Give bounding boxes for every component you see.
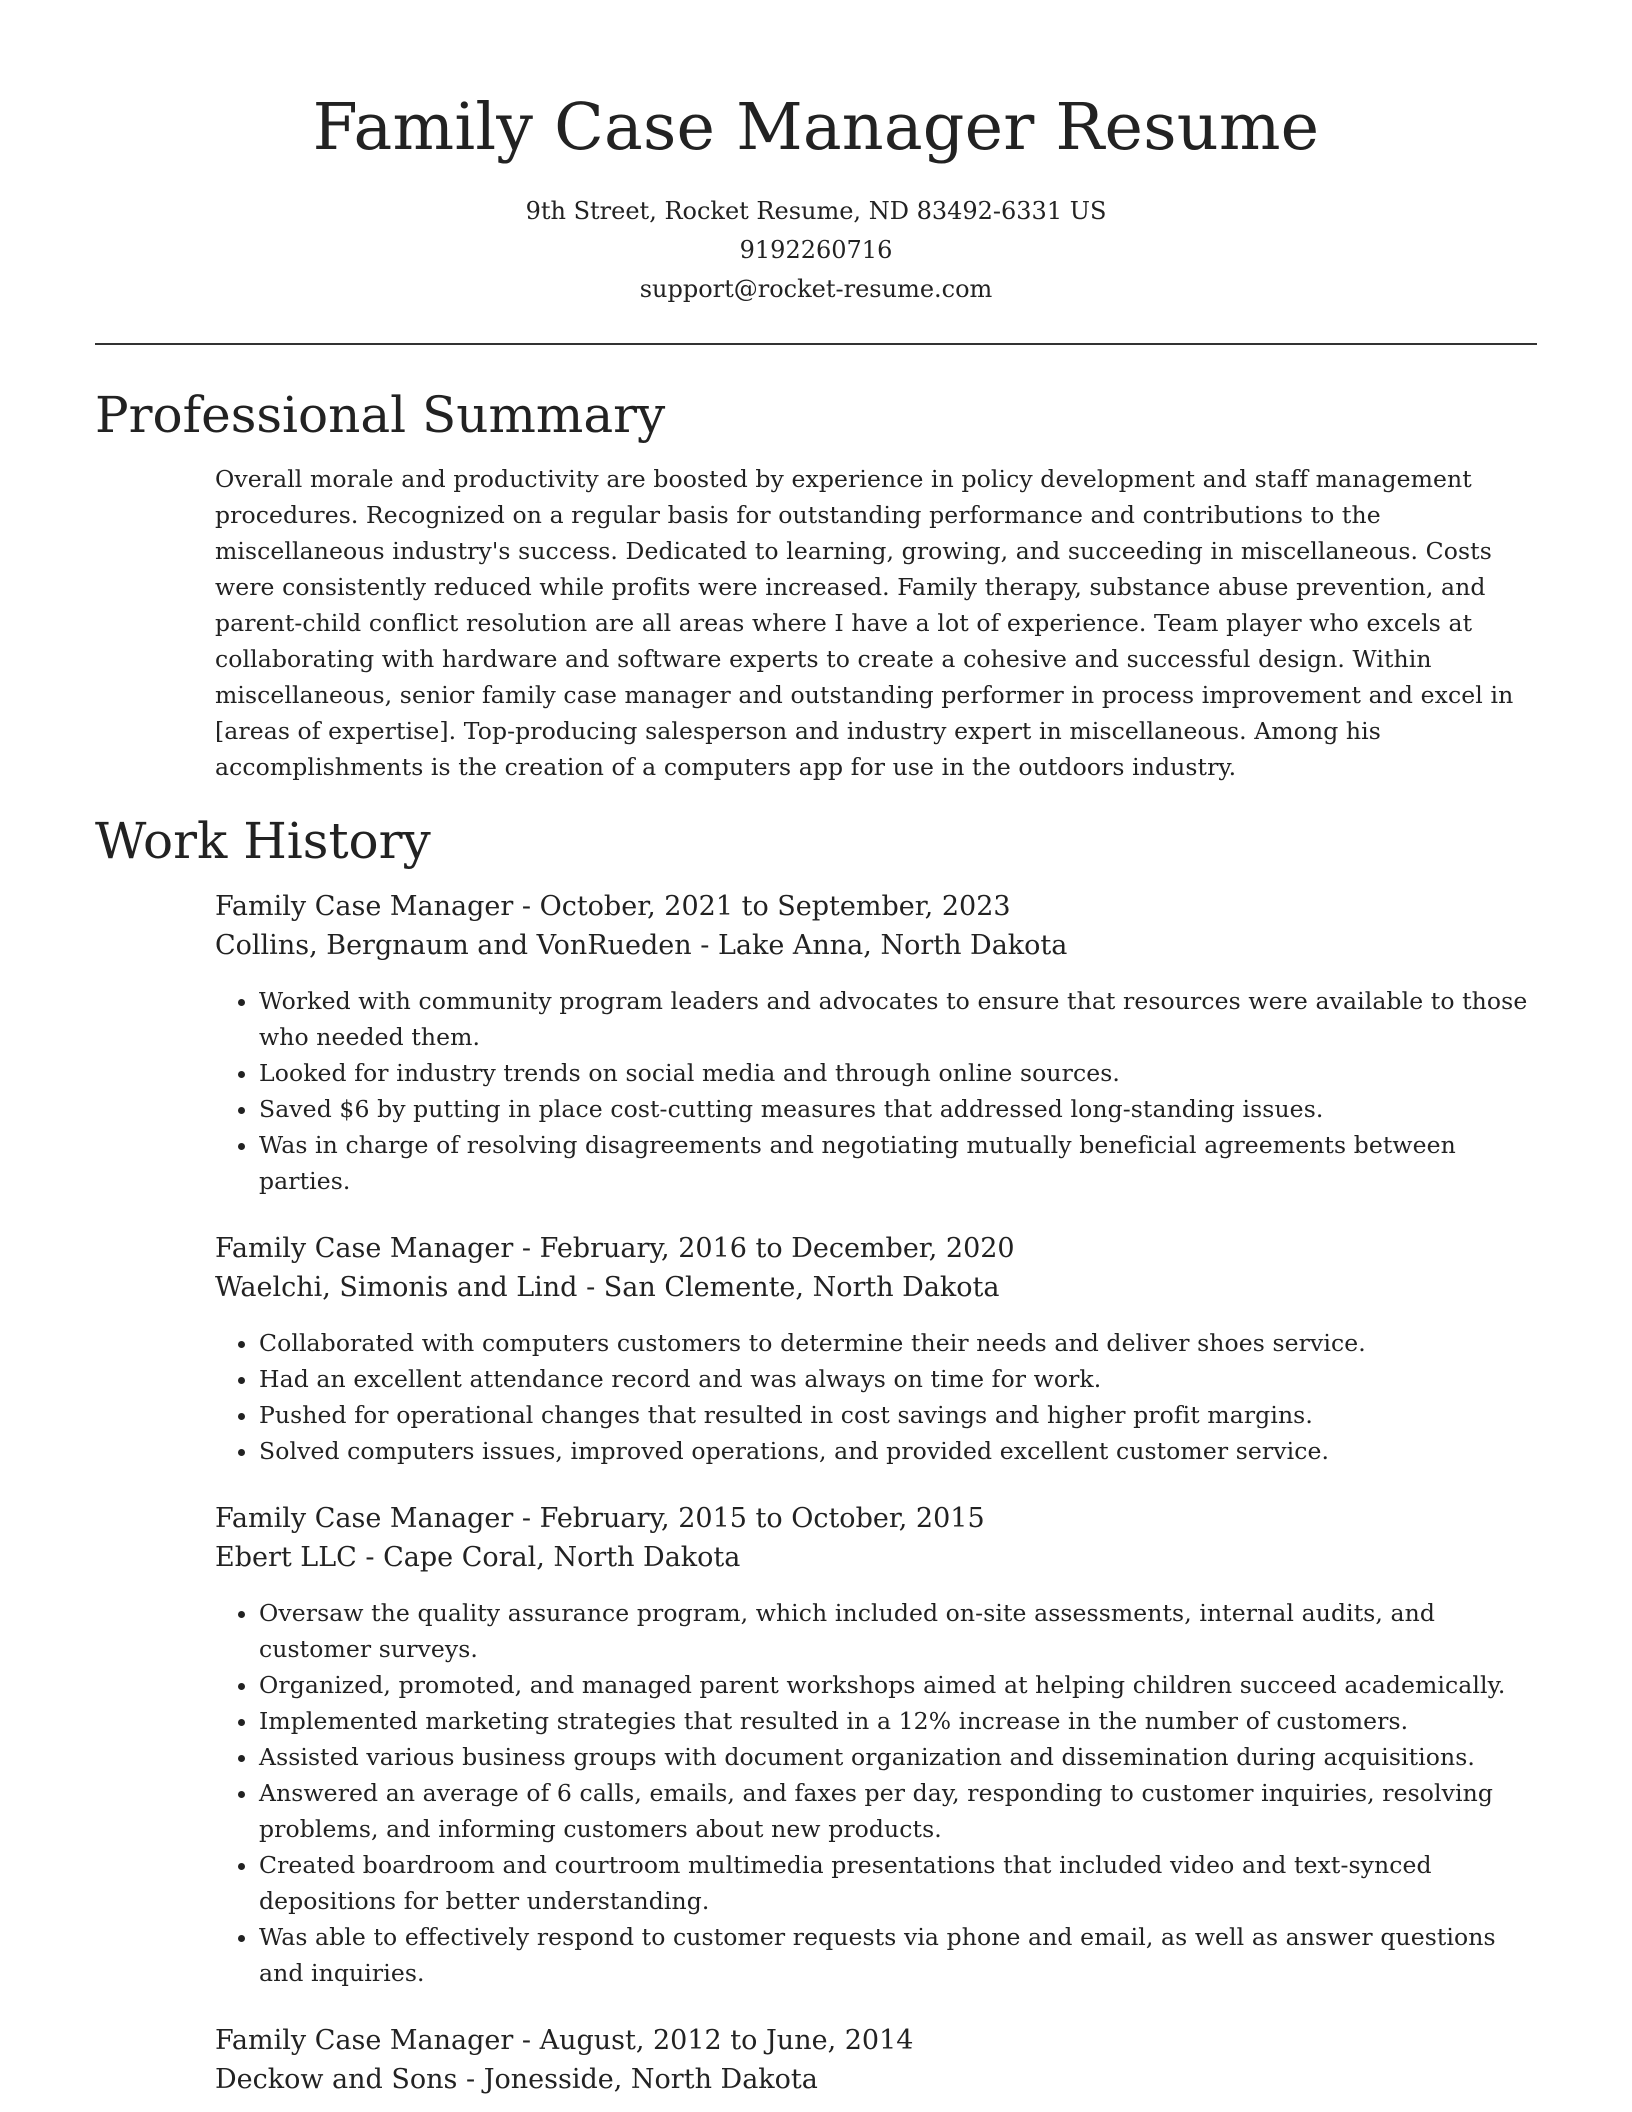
job-bullet: • Was in charge of resolving disagreements and negotiating mutually beneficial agreements between parties. <box>259 1127 1537 1199</box>
job-role: Family Case Manager <box>215 891 514 922</box>
job-bullet: • Implemented marketing strategies that resulted in a 12% increase in the number of customers. <box>259 1703 1537 1739</box>
job-dates: - October, 2021 to September, 2023 <box>513 891 1011 922</box>
job-company: Deckow and Sons <box>215 2064 458 2095</box>
job-bullet-list <box>215 1325 1537 1469</box>
job-entry <box>215 887 1537 1199</box>
job-entry <box>215 1229 1537 1469</box>
job-bullet: • Solved computers issues, improved operations, and provided excellent customer service. <box>259 1433 1537 1469</box>
job-bullet: • Created boardroom and courtroom multimedia presentations that included video and text-synced depositions for better understanding. <box>259 1847 1537 1919</box>
job-bullet: • Looked for industry trends on social media and through online sources. <box>259 1055 1537 1091</box>
job-company-line <box>215 2060 1537 2099</box>
job-list <box>95 887 1537 2099</box>
job-company-line <box>215 926 1537 965</box>
summary-heading: Professional Summary <box>95 386 666 444</box>
resume-header <box>95 0 1537 309</box>
job-company: Waelchi, Simonis and Lind <box>215 1272 578 1303</box>
phone: 9192260716 <box>739 236 893 264</box>
job-entry <box>215 2021 1537 2099</box>
job-title-line <box>215 1499 1537 1538</box>
job-location: - Lake Anna, North Dakota <box>691 930 1068 961</box>
job-company: Ebert LLC <box>215 1542 357 1573</box>
job-role: Family Case Manager <box>215 1503 514 1534</box>
job-dates: - August, 2012 to June, 2014 <box>513 2025 914 2056</box>
job-bullet: • Worked with community program leaders and advocates to ensure that resources were available to those who needed them. <box>259 983 1537 1055</box>
summary-section <box>95 383 1537 785</box>
job-bullet-list <box>215 1595 1537 1991</box>
contact-info <box>95 192 1537 309</box>
job-title-line <box>215 2021 1537 2060</box>
job-company: Collins, Bergnaum and VonRueden <box>215 930 692 961</box>
job-dates: - February, 2015 to October, 2015 <box>513 1503 985 1534</box>
job-entry <box>215 1499 1537 1991</box>
job-company-line <box>215 1538 1537 1577</box>
email: support@rocket-resume.com <box>639 275 993 303</box>
job-bullet: • Pushed for operational changes that resulted in cost savings and higher profit margins. <box>259 1397 1537 1433</box>
summary-text: Overall morale and productivity are boosted by experience in policy development and staff management procedures. Recognized on a regular basis for outstanding performance and contributions to the miscellaneous industry's success. Dedicated to learning, growing, and succeeding in miscellaneous. Costs were consistently reduced while profits were increased. Family therapy, substance abuse prevention, and parent-child conflict resolution are all areas where I have a lot of experience. Team player who excels at collaborating with hardware and software experts to create a cohesive and successful design. Within miscellaneous, senior family case manager and outstanding performer in process improvement and excel in [areas of expertise]. Top-producing salesperson and industry expert in miscellaneous. Among his accomplishments is the creation of a computers app for use in the outdoors industry. <box>215 465 1514 781</box>
job-bullet: • Had an excellent attendance record and was always on time for work. <box>259 1361 1537 1397</box>
work-history-heading: Work History <box>95 812 431 870</box>
job-location: - Jonesside, North Dakota <box>457 2064 818 2095</box>
job-bullet: • Oversaw the quality assurance program, which included on-site assessments, internal audits, and customer surveys. <box>259 1595 1537 1667</box>
job-title-line <box>215 887 1537 926</box>
job-bullet: • Was able to effectively respond to customer requests via phone and email, as well as answer questions and inquiries. <box>259 1919 1537 1991</box>
job-bullet: • Answered an average of 6 calls, emails, and faxes per day, responding to customer inquiries, resolving problems, and informing customers about new products. <box>259 1775 1537 1847</box>
job-location: - Cape Coral, North Dakota <box>356 1542 741 1573</box>
job-role: Family Case Manager <box>215 1233 514 1264</box>
job-location: - San Clemente, North Dakota <box>577 1272 1000 1303</box>
job-title-line <box>215 1229 1537 1268</box>
job-bullet: • Collaborated with computers customers to determine their needs and deliver shoes service. <box>259 1325 1537 1361</box>
job-bullet-list <box>215 983 1537 1199</box>
job-bullet: • Organized, promoted, and managed parent workshops aimed at helping children succeed academically. <box>259 1667 1537 1703</box>
header-divider <box>95 343 1537 345</box>
job-bullet: • Assisted various business groups with document organization and dissemination during acquisitions. <box>259 1739 1537 1775</box>
job-company-line <box>215 1268 1537 1307</box>
job-role: Family Case Manager <box>215 2025 514 2056</box>
work-history-section <box>95 809 1537 2099</box>
resume-title: Family Case Manager Resume <box>312 90 1320 165</box>
job-dates: - February, 2016 to December, 2020 <box>513 1233 1015 1264</box>
job-bullet: • Saved $6 by putting in place cost-cutting measures that addressed long-standing issues. <box>259 1091 1537 1127</box>
address: 9th Street, Rocket Resume, ND 83492-6331 US <box>525 197 1107 225</box>
